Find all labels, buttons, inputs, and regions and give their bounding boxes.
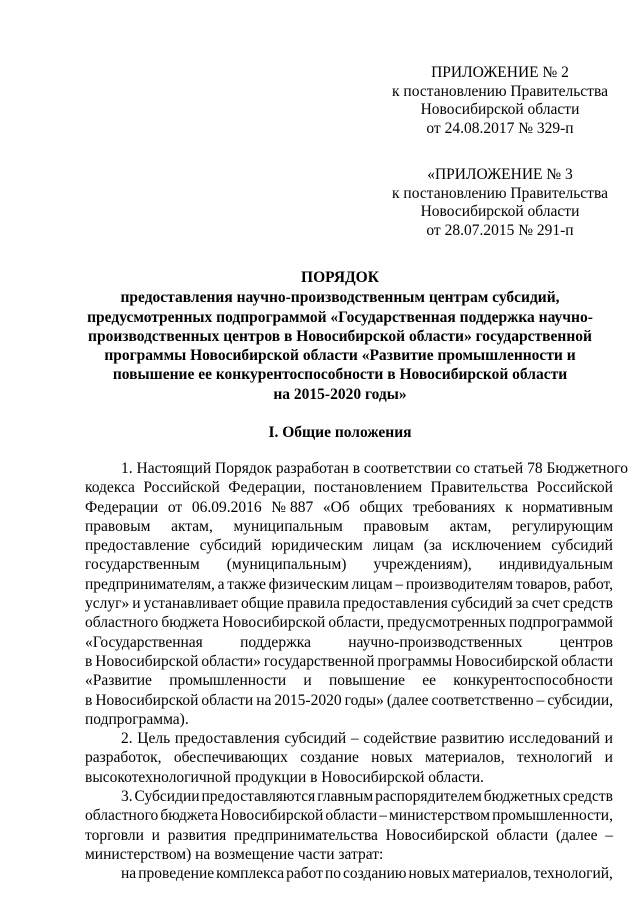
body-word: Российской	[143, 479, 220, 497]
body-word: главным	[317, 788, 374, 806]
body-word: министерством	[388, 807, 491, 825]
body-word: соответственно	[431, 691, 534, 709]
body-word: Новосибирской	[95, 691, 199, 709]
body-word: предоставляются	[201, 788, 316, 806]
annex-current-line: от 24.08.2017 № 329-п	[426, 119, 574, 137]
document-subtitle-line: предусмотренных подпрограммой «Государственная поддержка научно-	[87, 308, 593, 326]
body-line	[85, 613, 613, 632]
document-subtitle-line: на 2015-2020 годы»	[273, 385, 407, 403]
body-word: конкурентоспособности	[453, 672, 613, 690]
body-word: области	[496, 826, 549, 844]
body-word: правовым	[363, 517, 429, 535]
body-word: лицам	[372, 537, 414, 555]
body-word: развития	[167, 826, 227, 844]
body-line	[85, 806, 613, 825]
body-word: и	[604, 749, 613, 767]
body-word: в	[85, 652, 93, 670]
body-word: –	[395, 575, 404, 593]
body-word: Новосибирской	[385, 826, 489, 844]
body-word: № 887	[271, 498, 314, 516]
body-word: повышение	[328, 672, 405, 690]
body-word: и	[151, 826, 160, 844]
body-word: постановлением	[313, 479, 423, 497]
body-word: Новосибирской	[220, 807, 324, 825]
body-word: Новосибирской	[95, 652, 199, 670]
document-subtitle-line: повышение ее конкурентоспособности в Новосибирской области	[112, 366, 568, 384]
body-word: по	[324, 865, 342, 883]
body-word: устанавливает	[143, 595, 239, 613]
body-word: –	[350, 730, 359, 748]
body-word: средств	[562, 595, 613, 613]
body-word: программы	[377, 652, 453, 670]
body-word: правовым	[85, 517, 151, 535]
body-word: к	[505, 498, 513, 516]
body-word: Новосибирской	[455, 652, 559, 670]
body-word: предоставления	[174, 730, 280, 748]
body-word: развитию	[441, 730, 505, 748]
body-line	[85, 633, 613, 652]
document-title: ПОРЯДОК	[301, 269, 379, 286]
body-line	[85, 478, 613, 497]
section-heading: I. Общие положения	[268, 424, 412, 441]
body-line	[85, 826, 613, 845]
body-line	[85, 787, 613, 806]
body-word: субсидий	[450, 595, 513, 613]
body-word: областного	[85, 807, 159, 825]
body-word: технологий	[516, 749, 593, 767]
body-word: области	[201, 691, 254, 709]
body-word: годы»	[344, 691, 384, 709]
body-word: также	[227, 575, 266, 593]
body-line	[85, 729, 613, 748]
body-word: разработок,	[85, 749, 162, 767]
body-text	[85, 459, 628, 884]
body-word: исследований	[508, 730, 600, 748]
body-word: актам,	[449, 517, 492, 535]
body-line	[85, 710, 613, 729]
body-word: обеспечивающих	[173, 749, 288, 767]
body-word: Федерации	[85, 498, 159, 516]
body-word: предоставления	[342, 595, 448, 613]
body-word: бюджета	[161, 614, 220, 632]
body-line	[85, 555, 613, 574]
body-word: актам,	[171, 517, 213, 535]
body-word: торговли	[85, 826, 144, 844]
body-word: от	[167, 498, 183, 516]
body-word: высокотехнологичной продукции в Новосибирской области.	[85, 768, 484, 786]
body-line	[85, 652, 613, 671]
body-word: Субсидии	[134, 788, 200, 806]
body-word: (муниципальным)	[226, 556, 347, 574]
body-word: материалов,	[451, 865, 532, 883]
body-word: лицам	[351, 575, 393, 593]
body-word: области,	[328, 614, 385, 632]
body-word: учреждениям),	[373, 556, 472, 574]
body-word: (за	[423, 537, 442, 555]
body-word: работ	[286, 865, 323, 883]
body-word: министерством) на возмещение части затрат:	[85, 845, 384, 863]
body-line	[85, 691, 613, 710]
body-word: центров	[559, 633, 613, 651]
body-word: товаров,	[515, 575, 571, 593]
body-word: предусмотренных	[387, 614, 506, 632]
body-word: областного	[85, 614, 159, 632]
body-word: Новосибирской	[222, 614, 326, 632]
body-word: в	[85, 691, 93, 709]
body-word: средств	[562, 788, 613, 806]
annex-previous-line: Новосибирской области	[420, 203, 580, 220]
body-word: промышленности	[169, 672, 287, 690]
body-line	[85, 594, 613, 613]
body-line	[85, 864, 613, 883]
body-word: 3.	[121, 788, 133, 806]
body-word: общих	[359, 498, 404, 516]
body-word: области»	[201, 652, 261, 670]
body-word: «Развитие	[85, 672, 152, 690]
body-line	[85, 517, 613, 536]
document-subtitle-line: программы Новосибирской области «Развитие промышленности и	[104, 347, 576, 365]
body-word: кодекса	[85, 479, 135, 497]
annex-current-line: ПРИЛОЖЕНИЕ № 2	[431, 64, 569, 81]
body-line	[85, 536, 613, 555]
body-word: технологий,	[533, 865, 613, 883]
body-word: (далее	[555, 826, 598, 844]
body-word: общие	[241, 595, 284, 613]
body-word: Российской	[536, 479, 613, 497]
body-word: 06.09.2016	[191, 498, 262, 516]
body-word: материалов,	[425, 749, 505, 767]
body-word: на	[121, 865, 137, 883]
body-word: государственной	[263, 652, 375, 670]
body-word: ее	[422, 672, 437, 690]
body-word: «Государственная	[85, 633, 203, 651]
body-word: и	[303, 672, 312, 690]
body-word: нормативным	[522, 498, 613, 516]
body-word: Цель	[137, 730, 171, 748]
body-line	[85, 748, 613, 767]
body-word: (далее	[386, 691, 429, 709]
body-word: субсидий	[551, 537, 613, 555]
body-word: субсидий	[284, 730, 347, 748]
document-subtitle-line: производственных центров в Новосибирской области» государственной	[88, 327, 592, 345]
body-word: а	[217, 575, 225, 593]
body-word: Правительства	[430, 479, 529, 497]
body-word: требованиях	[412, 498, 496, 516]
body-word: на	[256, 691, 272, 709]
body-word: субсидий	[199, 537, 262, 555]
body-word: правила	[286, 595, 340, 613]
body-word: поддержка	[240, 633, 311, 651]
body-word: за	[515, 595, 529, 613]
body-word: новых	[408, 865, 450, 883]
body-word: предпринимательства	[234, 826, 378, 844]
body-word: распорядителем	[375, 788, 482, 806]
body-word: научно-производственных	[348, 633, 523, 651]
body-word: 2.	[121, 730, 133, 748]
body-word: индивидуальным	[498, 556, 613, 574]
body-word: юридическим	[271, 537, 363, 555]
document-subtitle-line: предоставления научно-производственным центрам субсидий,	[120, 289, 560, 307]
body-word: подпрограмма).	[85, 710, 189, 728]
body-line	[85, 575, 613, 594]
body-word: государственным	[85, 556, 200, 574]
annex-previous-line: к постановлению Правительства	[392, 184, 608, 202]
body-word: производителям	[405, 575, 514, 593]
body-word: –	[379, 807, 387, 825]
body-word: счет	[531, 595, 560, 613]
body-word: содействие	[363, 730, 437, 748]
body-word: промышленности,	[492, 807, 613, 825]
body-line	[85, 845, 613, 864]
body-word: исключением	[451, 537, 542, 555]
body-word: и	[132, 595, 141, 613]
annex-current-header	[360, 64, 640, 138]
body-word: бюджета	[160, 807, 219, 825]
body-word: субсидии,	[547, 691, 613, 709]
annex-current-line: Новосибирской области	[420, 101, 580, 118]
body-word: и	[604, 730, 613, 748]
body-word: бюджетных	[483, 788, 561, 806]
body-word: –	[536, 691, 545, 709]
annex-previous-line: от 28.07.2015 № 291-п	[426, 221, 574, 239]
body-line	[85, 498, 613, 517]
body-word: работ,	[573, 575, 613, 593]
body-word: подпрограммой	[509, 614, 613, 632]
body-word: 2015-2020	[274, 691, 342, 709]
body-word: Федерации,	[228, 479, 306, 497]
body-word: проведение	[138, 865, 215, 883]
annex-current-line: к постановлению Правительства	[392, 82, 608, 100]
annex-previous-header	[360, 166, 640, 240]
document-title-block	[60, 268, 620, 404]
annex-previous-line: «ПРИЛОЖЕНИЕ № 3	[427, 166, 573, 183]
body-line	[85, 768, 613, 787]
body-word: предпринимателям,	[85, 575, 215, 593]
body-word: 1. Настоящий Порядок разработан в соответствии со статьей 78 Бюджетного	[121, 460, 628, 477]
body-word: создание	[300, 749, 359, 767]
body-word: «Об	[322, 498, 350, 516]
body-word: созданию	[343, 865, 407, 883]
body-word: комплекса	[216, 865, 285, 883]
body-word: новых	[371, 749, 413, 767]
body-word: регулирующим	[512, 517, 613, 535]
body-word: предоставление	[85, 537, 190, 555]
body-word: –	[605, 826, 613, 844]
body-line	[85, 671, 613, 690]
body-word: области	[325, 807, 378, 825]
body-word: муниципальным	[233, 517, 343, 535]
body-word: физическим	[268, 575, 349, 593]
body-word: области	[561, 652, 613, 670]
body-line	[85, 459, 628, 478]
body-word: услуг»	[85, 595, 130, 613]
